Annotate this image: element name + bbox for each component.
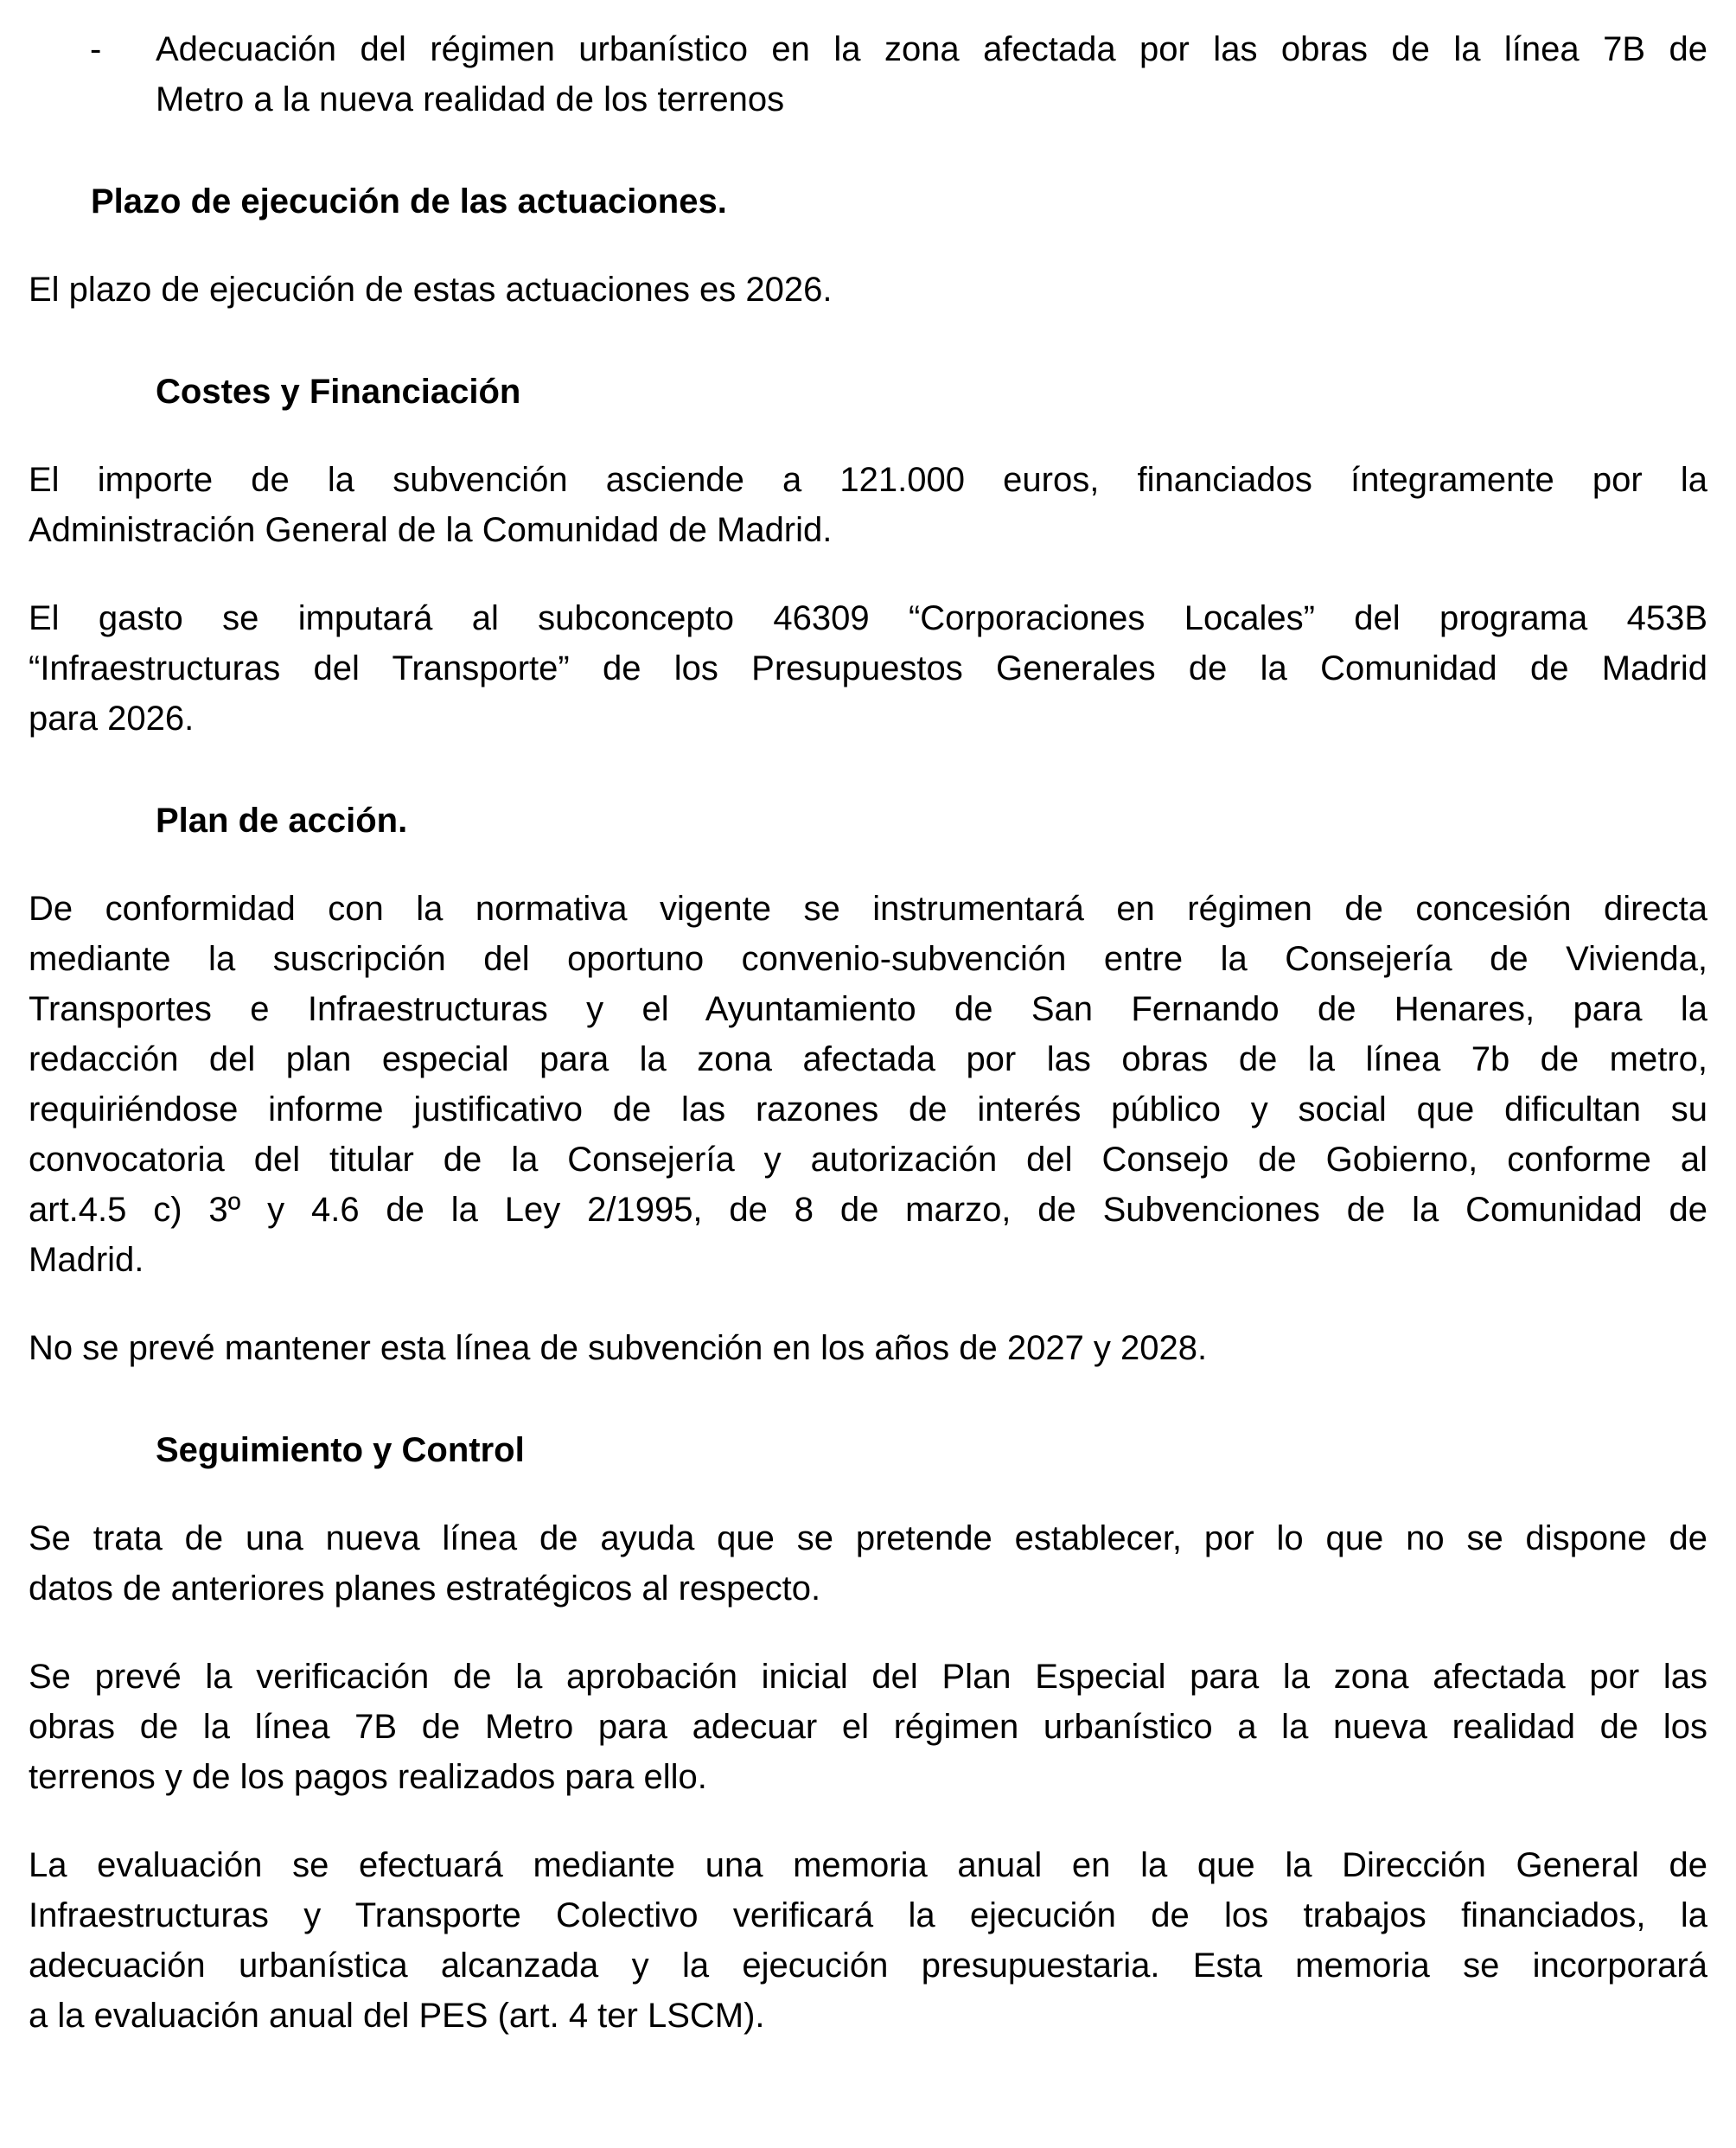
text-line: mediante la suscripción del oportuno convenio-subvención entre la Consejería de Vivienda, [29,940,1707,978]
paragraph [29,884,1707,1285]
bullet-item [29,24,1707,125]
text-line: De conformidad con la normativa vigente se instrumentará en régimen de concesión directa [29,890,1707,928]
text-line: El importe de la subvención asciende a 121.000 euros, financiados íntegramente por la [29,461,1707,499]
bullet-marker: - [90,30,102,68]
paragraph [29,1652,1707,1802]
text-line: adecuación urbanística alcanzada y la ejecución presupuestaria. Esta memoria se incorporará [29,1947,1707,1985]
paragraph [29,1840,1707,2041]
text-line: Transportes e Infraestructuras y el Ayuntamiento de San Fernando de Henares, para la [29,990,1707,1028]
paragraph [29,1323,1707,1373]
text-line: terrenos y de los pagos realizados para ello. [29,1758,707,1796]
document-content [29,24,1707,2041]
text-line: art.4.5 c) 3º y 4.6 de la Ley 2/1995, de 8 de marzo, de Subvenciones de la Comunidad de [29,1191,1707,1229]
text-line: a la evaluación anual del PES (art. 4 ter LSCM). [29,1997,765,2035]
paragraph [29,1513,1707,1614]
text-line: obras de la línea 7B de Metro para adecuar el régimen urbanístico a la nueva realidad de los [29,1708,1707,1746]
text-line: Se prevé la verificación de la aprobación inicial del Plan Especial para la zona afectada por las [29,1658,1707,1696]
text-line: El plazo de ejecución de estas actuaciones es 2026. [29,271,833,309]
text-line: La evaluación se efectuará mediante una memoria anual en la que la Dirección General de [29,1846,1707,1884]
section-heading: Seguimiento y Control [156,1431,525,1469]
text-line: Madrid. [29,1241,144,1279]
paragraph [29,455,1707,555]
section-heading: Plan de acción. [156,802,408,840]
paragraph [29,593,1707,744]
text-line: No se prevé mantener esta línea de subvención en los años de 2027 y 2028. [29,1329,1208,1367]
text-line: Administración General de la Comunidad de Madrid. [29,511,833,549]
section-heading: Costes y Financiación [156,373,521,411]
text-line: redacción del plan especial para la zona afectada por las obras de la línea 7b de metro, [29,1040,1707,1078]
text-line: para 2026. [29,700,195,738]
text-line: Se trata de una nueva línea de ayuda que se pretende establecer, por lo que no se dispone de [29,1519,1707,1557]
bullet-text [156,24,1707,125]
section-heading: Plazo de ejecución de las actuaciones. [91,182,727,221]
text-line: El gasto se imputará al subconcepto 46309 “Corporaciones Locales” del programa 453B [29,599,1707,637]
text-line: Adecuación del régimen urbanístico en la zona afectada por las obras de la línea 7B de [156,30,1707,68]
text-line: “Infraestructuras del Transporte” de los Presupuestos Generales de la Comunidad de Madrid [29,649,1707,687]
text-line: Infraestructuras y Transporte Colectivo verificará la ejecución de los trabajos financiados, la [29,1896,1707,1934]
text-line: datos de anteriores planes estratégicos al respecto. [29,1569,821,1608]
text-line: requiriéndose informe justificativo de las razones de interés público y social que dificultan su [29,1090,1707,1128]
paragraph [29,265,1707,315]
text-line: Metro a la nueva realidad de los terrenos [156,80,785,118]
text-line: convocatoria del titular de la Consejería y autorización del Consejo de Gobierno, conforme al [29,1141,1707,1179]
